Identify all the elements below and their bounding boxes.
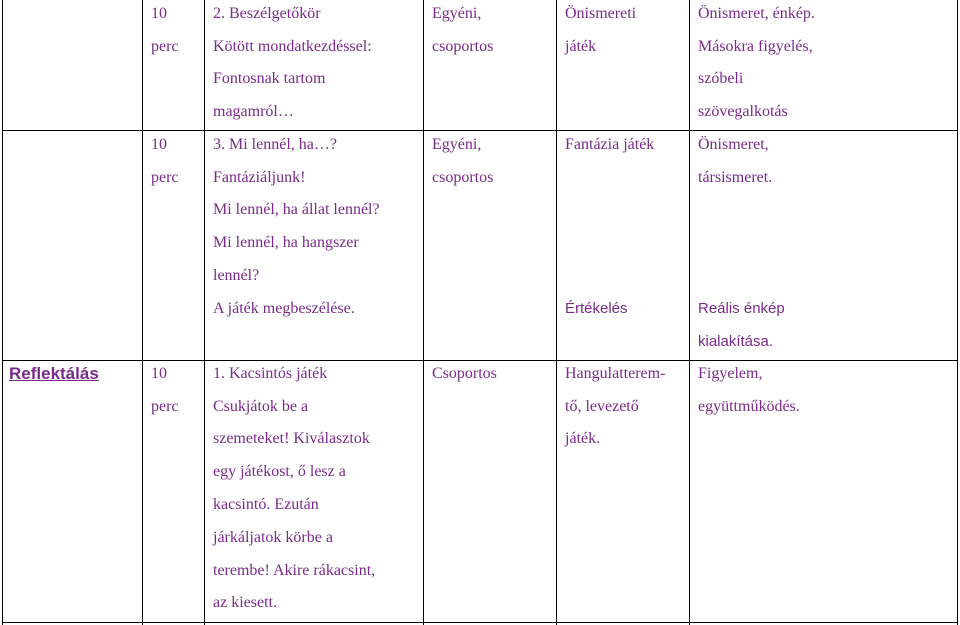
goal-text: Másokra figyelés, — [698, 38, 813, 55]
goal-text: kialakítása. — [698, 333, 774, 350]
row-divider — [2, 360, 958, 361]
activity-text: A játék megbeszélése. — [213, 300, 355, 317]
goal-text: Reális énkép — [698, 300, 785, 317]
time-value: 10 — [151, 365, 167, 382]
method-text: Hangulatterem- — [565, 365, 666, 382]
activity-text: lennél? — [213, 267, 260, 284]
activity-text: magamról… — [213, 103, 294, 120]
goal-text: együttműködés. — [698, 398, 800, 415]
method-text: játék — [565, 38, 597, 55]
form-text: csoportos — [432, 169, 494, 186]
activity-text: egy játékost, ő lesz a — [213, 463, 346, 480]
activity-text: Kötött mondatkezdéssel: — [213, 38, 372, 55]
goal-text: szövegalkotás — [698, 103, 788, 120]
activity-text: Mi lennél, ha hangszer — [213, 234, 359, 251]
method-text: játék. — [565, 430, 601, 447]
section-label: Reflektálás — [9, 364, 99, 383]
form-text: Egyéni, — [432, 5, 482, 22]
method-text: Fantázia játék — [565, 136, 655, 153]
row-divider — [2, 130, 958, 131]
column-divider — [689, 0, 690, 625]
activity-text: Fantáziáljunk! — [213, 169, 306, 186]
method-text: Értékelés — [565, 300, 628, 317]
activity-text: Mi lennél, ha állat lennél? — [213, 201, 380, 218]
method-text: tő, levezető — [565, 398, 639, 415]
activity-text: Csukjátok be a — [213, 398, 309, 415]
activity-text: terembe! Akire rákacsint, — [213, 562, 376, 579]
activity-text: 3. Mi lennél, ha…? — [213, 136, 337, 153]
form-text: Csoportos — [432, 365, 497, 382]
column-divider — [204, 0, 205, 625]
goal-text: szóbeli — [698, 70, 744, 87]
form-text: Egyéni, — [432, 136, 482, 153]
table-border-left — [2, 0, 3, 625]
activity-text: 2. Beszélgetőkör — [213, 5, 321, 22]
goal-text: Önismeret, — [698, 136, 769, 153]
activity-text: Fontosnak tartom — [213, 70, 326, 87]
activity-text: kacsintó. Ezután — [213, 496, 319, 513]
activity-text: szemeteket! Kiválasztok — [213, 430, 370, 447]
activity-text: az kiesett. — [213, 594, 277, 611]
column-divider — [556, 0, 557, 625]
column-divider — [423, 0, 424, 625]
column-divider — [142, 0, 143, 625]
goal-text: Figyelem, — [698, 365, 763, 382]
time-unit: perc — [151, 38, 179, 55]
goal-text: Önismeret, énkép. — [698, 5, 815, 22]
time-unit: perc — [151, 169, 179, 186]
table-border-right — [957, 0, 958, 625]
method-text: Önismereti — [565, 5, 637, 22]
time-unit: perc — [151, 398, 179, 415]
activity-text: járkáljatok körbe a — [213, 529, 333, 546]
activity-text: 1. Kacsintós játék — [213, 365, 328, 382]
form-text: csoportos — [432, 38, 494, 55]
time-value: 10 — [151, 136, 167, 153]
time-value: 10 — [151, 5, 167, 22]
table-border-bottom — [2, 622, 958, 623]
goal-text: társismeret. — [698, 169, 773, 186]
